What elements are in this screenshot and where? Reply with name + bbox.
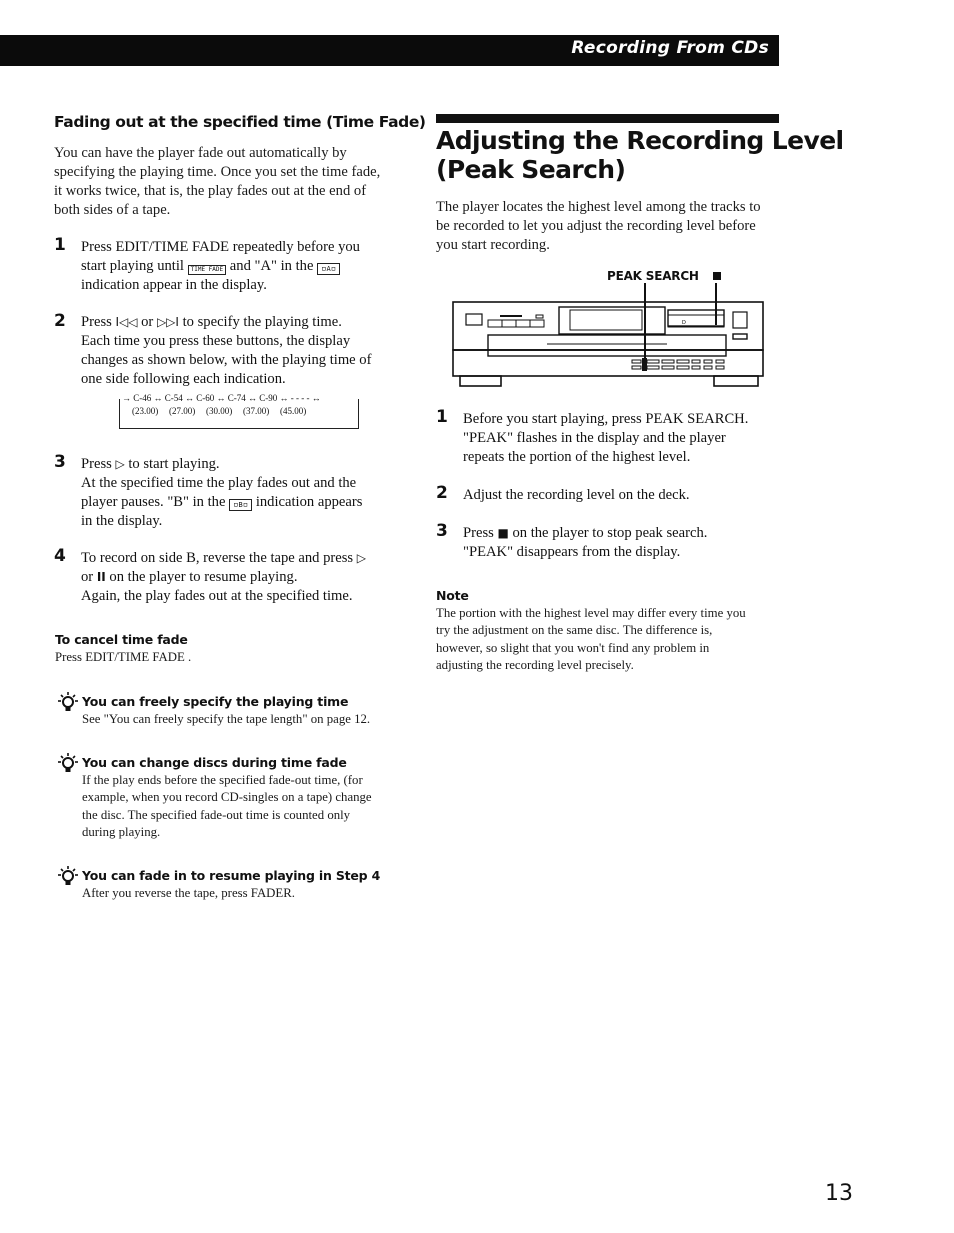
- left-section-title: Fading out at the specified time (Time Fade): [54, 113, 426, 131]
- note-text: [436, 605, 781, 675]
- tip-line: during playing.: [82, 825, 161, 840]
- play-icon: ▷: [115, 457, 125, 471]
- section-header-bar: [0, 35, 779, 66]
- time-fade-display-icon: TIME FADE: [188, 265, 227, 275]
- tip-1-text: See "You can freely specify the tape length" on page 12.: [82, 712, 371, 726]
- title-line: (Peak Search): [436, 155, 626, 184]
- tape-sequence-times: [132, 406, 332, 416]
- bidirectional-arrow-icon: ↔: [216, 393, 228, 403]
- tape-time: (23.00): [132, 406, 159, 416]
- bidirectional-arrow-icon: ↔: [153, 393, 165, 403]
- tape-time: (37.00): [243, 406, 270, 416]
- right-intro-line: you start recording.: [436, 237, 550, 253]
- title-line: Adjusting the Recording Level: [436, 126, 844, 155]
- right-step-3-number: 3: [436, 521, 448, 541]
- step-line-part: Press: [81, 314, 112, 330]
- step-line-part: or: [141, 314, 154, 330]
- pause-icon: II: [96, 570, 106, 584]
- tape-time: (30.00): [206, 406, 233, 416]
- right-step-2-number: 2: [436, 483, 448, 503]
- cd-player-front-panel-illustration: [452, 270, 767, 397]
- step-line-part: indication appears: [255, 494, 363, 510]
- bidirectional-arrow-icon: ↔: [248, 393, 260, 403]
- note-heading: Note: [436, 588, 469, 603]
- right-step-1-number: 1: [436, 407, 448, 427]
- step-line-part: and "A" in the: [229, 258, 314, 274]
- left-intro: [54, 144, 414, 220]
- left-intro-line: it works twice, that is, the play fades out at the end of: [54, 183, 367, 199]
- bidirectional-arrow-icon: ↔: [185, 393, 197, 403]
- step-line: [81, 568, 411, 587]
- step-line: one side following each indication.: [81, 371, 286, 387]
- left-step-3-number: 3: [54, 452, 66, 472]
- step-line: changes as shown below, with the playing time of: [81, 352, 372, 368]
- tape-label: C-54: [164, 393, 183, 403]
- step-line-part: to start playing.: [128, 456, 220, 472]
- page-number: 13: [825, 1181, 853, 1206]
- right-step-2-text: [463, 486, 783, 505]
- right-intro-line: The player locates the highest level among the tracks to: [436, 199, 761, 215]
- left-step-4-number: 4: [54, 546, 66, 566]
- peak-search-label: PEAK SEARCH: [607, 269, 699, 283]
- step-line: Again, the play fades out at the specified time.: [81, 588, 353, 604]
- bidirectional-arrow-icon: ↔ - - - - ↔: [279, 393, 321, 403]
- note-line: adjusting the recording level precisely.: [436, 658, 634, 673]
- step-line: "PEAK" flashes in the display and the player: [463, 430, 726, 446]
- tape-label: C-90: [259, 393, 278, 403]
- step-line-part: to specify the playing time.: [182, 314, 342, 330]
- tape-time: (27.00): [169, 406, 196, 416]
- step-line-part: Press: [463, 525, 494, 541]
- step-line: Each time you press these buttons, the display: [81, 333, 351, 349]
- play-icon: ▷: [356, 551, 366, 565]
- step-line: indication appear in the display.: [81, 277, 267, 293]
- tape-label: C-74: [227, 393, 246, 403]
- left-step-2-number: 2: [54, 311, 66, 331]
- step-line: "PEAK" disappears from the display.: [463, 544, 681, 560]
- note-line: The portion with the highest level may differ every time you: [436, 606, 746, 620]
- step-line-part: on the player to resume playing.: [109, 569, 298, 585]
- right-step-3-text: [463, 524, 783, 562]
- step-line: [81, 313, 401, 332]
- step-line: repeats the portion of the highest level.: [463, 449, 691, 465]
- tip-line: If the play ends before the specified fade-out time, (for: [82, 773, 363, 787]
- section-title: Recording From CDs: [571, 38, 769, 58]
- left-intro-line: both sides of a tape.: [54, 202, 171, 218]
- left-step-1-number: 1: [54, 235, 66, 255]
- next-track-icon: ▷▷I: [156, 315, 179, 329]
- tape-label: C-60: [196, 393, 215, 403]
- right-section-title: [436, 126, 844, 184]
- left-intro-line: specifying the playing time. Once you set the time fade,: [54, 164, 381, 180]
- cancel-text: Press EDIT/TIME FADE .: [55, 650, 192, 664]
- step-line: in the display.: [81, 513, 163, 529]
- step-line: Press EDIT/TIME FADE repeatedly before you: [81, 239, 360, 255]
- step-line: [81, 549, 411, 568]
- right-intro-line: be recorded to let you adjust the recording level before: [436, 218, 756, 234]
- previous-track-icon: I◁◁: [115, 315, 138, 329]
- left-step-2-text: [81, 313, 401, 389]
- step-line-part: To record on side B, reverse the tape and press: [81, 550, 354, 566]
- tip-3-text: After you reverse the tape, press FADER.: [82, 886, 295, 900]
- left-step-1-text: [81, 238, 401, 295]
- step-line: [81, 257, 401, 276]
- stop-icon: ■: [497, 526, 509, 540]
- step-line-part: Press: [81, 456, 112, 472]
- step-line: At the specified time the play fades out and the: [81, 475, 357, 491]
- tape-sequence-labels: [122, 393, 321, 403]
- step-line-part: on the player to stop peak search.: [512, 525, 708, 541]
- right-intro: [436, 198, 781, 255]
- tape-time: (45.00): [280, 406, 307, 416]
- cassette-b-display-icon: ▫B▫: [229, 499, 252, 511]
- svg-text:D: D: [682, 320, 686, 326]
- left-intro-line: You can have the player fade out automatically by: [54, 145, 347, 161]
- step-line: [81, 455, 401, 474]
- step-line-part: start playing until: [81, 258, 184, 274]
- note-line: try the adjustment on the same disc. The difference is,: [436, 623, 713, 638]
- tip-3-heading: You can fade in to resume playing in Step 4: [82, 868, 381, 883]
- step-line-part: or: [81, 569, 94, 585]
- section-top-rule: [436, 114, 779, 123]
- tip-line: example, when you record CD-singles on a tape) change: [82, 790, 372, 805]
- note-line: however, so slight that you won't find any problem in: [436, 640, 710, 655]
- right-step-1-text: [463, 410, 783, 467]
- step-line: [463, 524, 783, 543]
- step-line: Adjust the recording level on the deck.: [463, 487, 690, 503]
- tape-label: C-46: [133, 393, 152, 403]
- cassette-a-display-icon: ▫A▫: [317, 263, 340, 275]
- left-step-4-text: [81, 549, 411, 606]
- step-line: [81, 493, 401, 512]
- tip-line: the disc. The specified fade-out time is counted only: [82, 807, 351, 822]
- tip-2-text: [82, 772, 412, 842]
- arrow-icon: →: [122, 393, 134, 403]
- tip-lightbulb-icon: [58, 865, 78, 892]
- tip-lightbulb-icon: [58, 752, 78, 779]
- cassette-side-letter: A: [326, 265, 331, 273]
- cancel-heading: To cancel time fade: [55, 632, 188, 647]
- cassette-side-letter: B: [238, 501, 243, 509]
- step-line: Before you start playing, press PEAK SEARCH.: [463, 411, 749, 427]
- tip-lightbulb-icon: [58, 691, 78, 718]
- left-step-3-text: [81, 455, 401, 531]
- tip-1-heading: You can freely specify the playing time: [82, 694, 349, 709]
- tip-2-heading: You can change discs during time fade: [82, 755, 347, 770]
- step-line-part: player pauses. "B" in the: [81, 494, 226, 510]
